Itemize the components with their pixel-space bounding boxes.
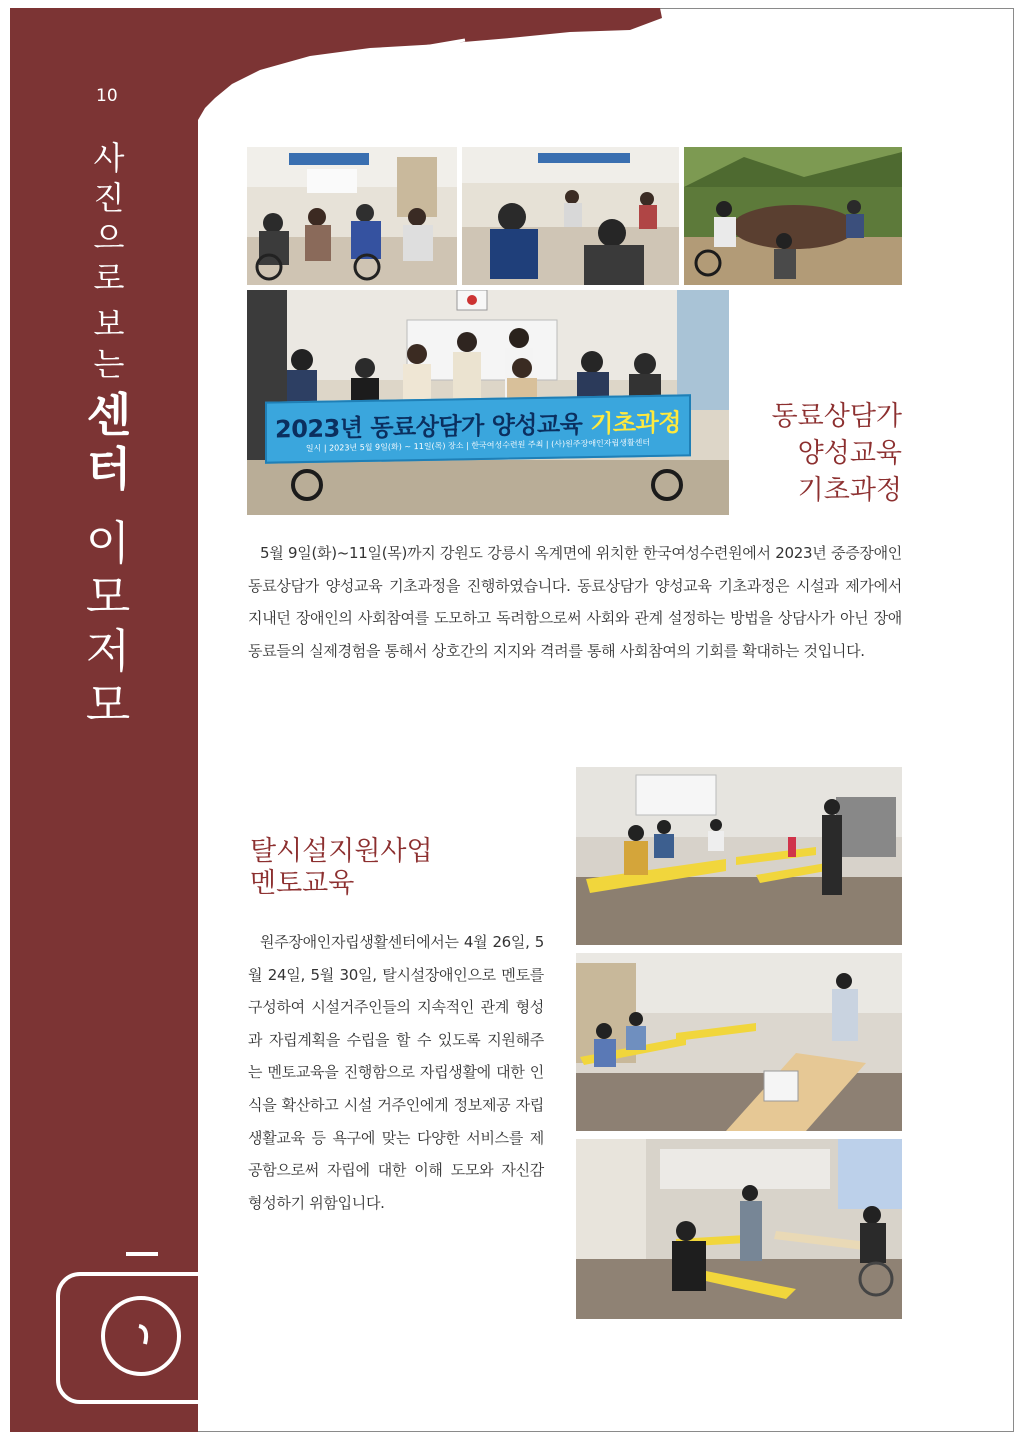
article2-title: 탈시설지원사업 멘토교육 [250, 836, 433, 899]
photo-mentor-class-2 [576, 953, 902, 1131]
banner-highlight: 기초과정 [590, 408, 681, 439]
photo-training-room-1 [247, 147, 457, 285]
article1-body: 5월 9일(화)~11일(목)까지 강원도 강릉시 옥계면에 위치한 한국여성수련원에서 2023년 중증장애인 동료상담가 양성교육 기초과정을 진행하였습니다. 동료상담가 양성교육 기초과정은 시설과 제가에서 지내던 장애인의 사회참여를 도모하고 독려함으로써 사회와 관계 설정하는 방법을 상담사가 아닌 장애동료들의 실제경험을 통해서 상호간의 지지와 격려를 통해 사회참여의 기회를 확대하는 것입니다. [248, 544, 902, 660]
photo-outdoor-meeting [684, 147, 902, 285]
camera-lens [101, 1296, 181, 1376]
article2-body: 원주장애인자립생활센터에서는 4월 26일, 5월 24일, 5월 30일, 탈시설장애인으로 멘토를 구성하여 시설거주인들의 지속적인 관계 형성과 자립계획을 수립을 할 수 있도록 지원해주는 멘토교육을 진행함으로 자립생활에 대한 인식을 확산하고 시설 거주인에게 정보제공 자립생활교육 등 욕구에 맞는 다양한 서비스를 제공함으로써 자립에 대한 이해 도모와 자신감 형성하기 위함입니다. [248, 933, 544, 1212]
vertical-title-line2: 센 터 [86, 388, 132, 496]
vertical-title-line1: 사 진 으 로 보 는 [93, 139, 125, 383]
photo-mentor-class-3 [576, 1139, 902, 1319]
photo-training-room-2 [462, 147, 679, 285]
photo-group-banner [247, 290, 729, 515]
photo-mentor-class-1 [576, 767, 902, 945]
banner-title: 2023년 동료상담가 양성교육 기초과정 [275, 408, 681, 444]
vertical-title-line3: 이 모 저 모 [85, 516, 133, 732]
camera-shutter-line [126, 1252, 158, 1256]
page-number: 10 [96, 86, 118, 106]
banner-subtitle: 일시 | 2023년 5월 9일(화) ~ 11일(목) 장소 | 한국여성수련원 주최 | (사)원주장애인자립생활센터 [305, 437, 651, 454]
article1-title: 동료상담가 양성교육 기초과정 [771, 401, 902, 506]
event-banner [265, 394, 691, 463]
